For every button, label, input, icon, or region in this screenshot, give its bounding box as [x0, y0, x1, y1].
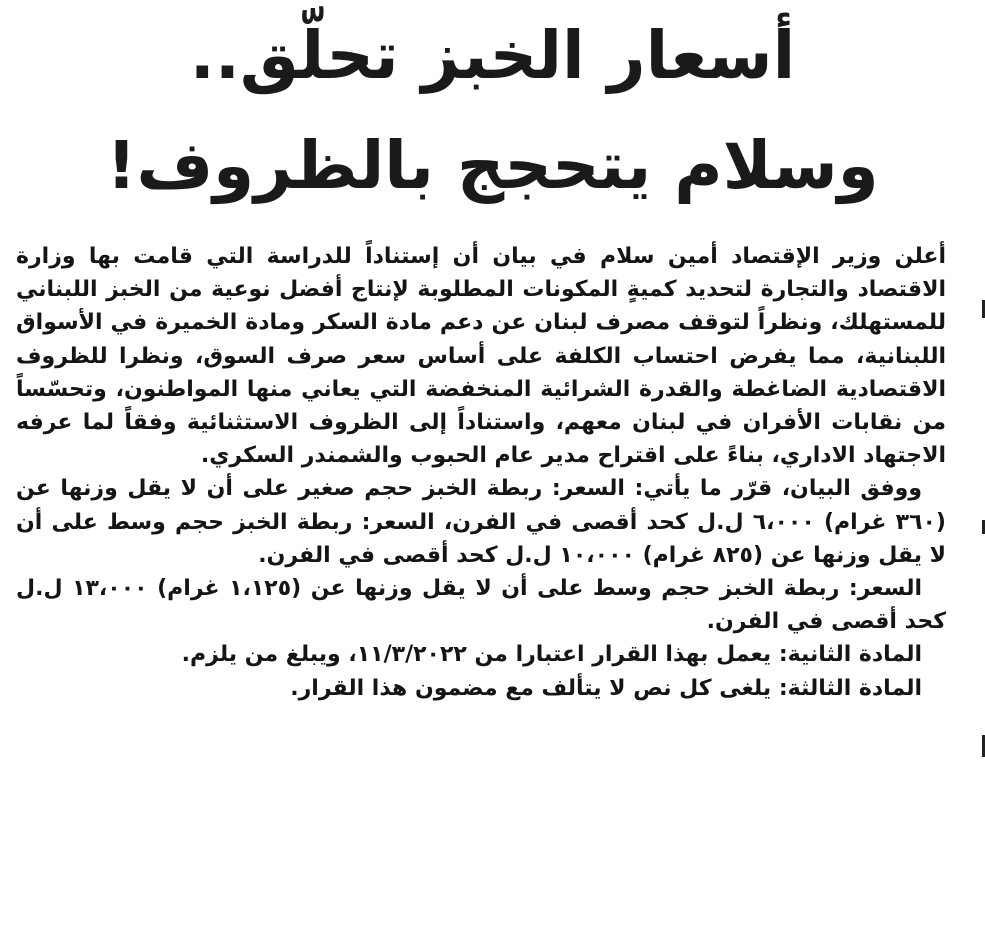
headline-line-2: وسلام يتحجج بالظروف! — [106, 127, 879, 204]
headline-line-1: أسعار الخبز تحلّق.. — [189, 17, 796, 94]
paragraph-price-medium: السعر: ربطة الخبز حجم وسط على أن لا يقل وزنها عن (١،١٢٥ غرام) ١٣،٠٠٠ ل.ل كحد أقصى في الفرن. — [16, 576, 946, 635]
paragraph-intro: أعلن وزير الإقتصاد أمين سلام في بيان أن إستناداً للدراسة التي قامت بها وزارة الاقتصاد والتجارة لتحديد كميةٍ المكونات المطلوبة لإنتاج أفضل نوعية من الخبز اللبناني للمستهلك، ونظراً لتوقف مصرف لبنان عن دعم مادة السكر ومادة الخميرة في الأسواق اللبنانية، مما يفرض احتساب الكلفة على أساس سعر صرف السوق، ونظرا للظروف الاقتصادية الضاغطة والقدرة الشرائية المنخفضة التي يعاني منها المواطنون، وتحسّساً من نقابات الأفران في لبنان معهم، واستناداً إلى الظروف الاستثنائية وفقاً لما عرفه الاجتهاد الاداري، بناءً على اقتراح مدير عام الحبوب والشمندر السكري. — [16, 244, 946, 469]
article-body — [16, 240, 946, 705]
paragraph-decision: ووفق البيان، قرّر ما يأتي: السعر: ربطة الخبز حجم صغير على أن لا يقل وزنها عن (٣٦٠ غرام) ٦،٠٠٠ ل.ل كحد أقصى في الفرن، السعر: ربطة الخبز حجم وسط على أن لا يقل وزنها عن (٨٢٥ غرام) ١٠،٠٠٠ ل.ل كحد أقصى في الفرن. — [16, 476, 946, 568]
paragraph-article-three: المادة الثالثة: يلغى كل نص لا يتألف مع مضمون هذا القرار. — [290, 675, 922, 701]
paragraph-article-two: المادة الثانية: يعمل بهذا القرار اعتبارا من ١١/٣/٢٠٢٢، ويبلغ من يلزم. — [181, 642, 922, 668]
